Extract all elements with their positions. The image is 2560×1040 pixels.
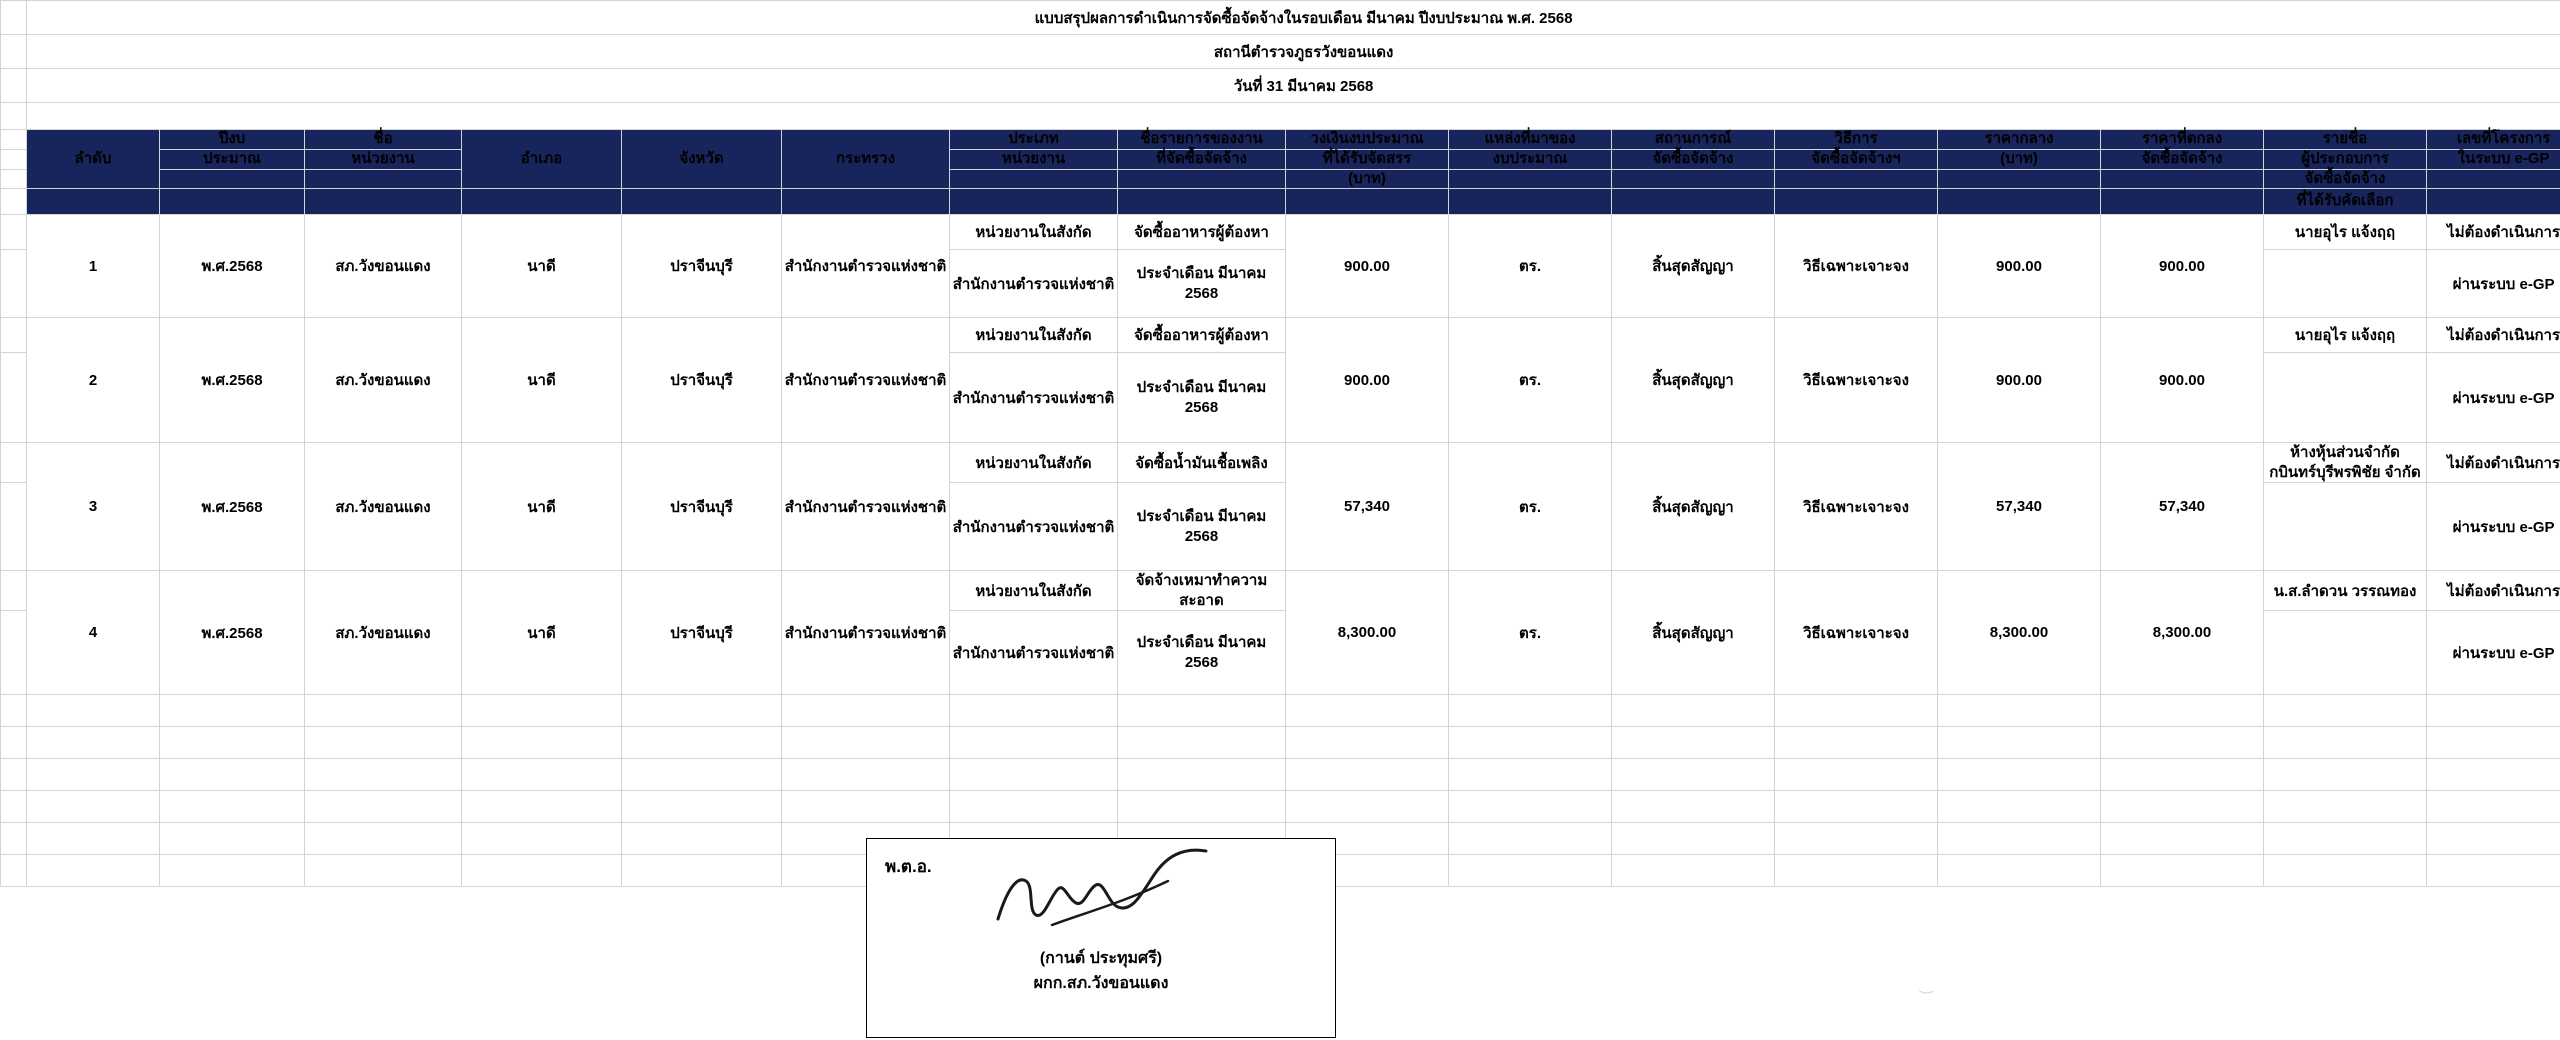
cell-midprice: 900.00 xyxy=(1938,215,2101,318)
cell-vendor-1: นายอุไร แจ้งฤฤ xyxy=(2264,318,2427,353)
col-header-midprice-blank xyxy=(1938,169,2101,189)
empty-cell xyxy=(950,695,1118,727)
col-header-type-sub: หน่วยงาน xyxy=(950,149,1118,169)
margin-cell xyxy=(1,695,27,727)
margin-cell xyxy=(1,727,27,759)
empty-cell xyxy=(305,823,462,855)
empty-cell xyxy=(2101,727,2264,759)
cell-work-2-line2: 2568 xyxy=(1184,284,1219,302)
empty-cell xyxy=(1286,759,1449,791)
cell-midprice: 8,300.00 xyxy=(1938,571,2101,695)
empty-cell xyxy=(1775,823,1938,855)
empty-cell xyxy=(2264,791,2427,823)
col-header-worklist-sub: ที่จัดซื้อจัดจ้าง xyxy=(1118,149,1286,169)
margin-cell xyxy=(1,823,27,855)
cell-vendor-1: นายอุไร แจ้งฤฤ xyxy=(2264,215,2427,250)
cell-ministry: สำนักงานตำรวจแห่งชาติ xyxy=(782,318,950,443)
col-header-name-top: ชื่อ xyxy=(305,130,462,150)
cell-method: วิธีเฉพาะเจาะจง xyxy=(1775,571,1938,695)
cell-province: ปราจีนบุรี xyxy=(622,443,782,571)
empty-cell xyxy=(1775,727,1938,759)
empty-cell xyxy=(782,727,950,759)
cell-project-1: ไม่ต้องดำเนินการ xyxy=(2427,318,2560,353)
empty-cell xyxy=(27,759,160,791)
margin-cell xyxy=(1,791,27,823)
empty-cell xyxy=(1118,759,1286,791)
handwritten-signature-icon xyxy=(992,841,1222,946)
cell-midprice: 900.00 xyxy=(1938,318,2101,443)
col-header-year-top: ปีงบ xyxy=(160,130,305,150)
col-header-vendor-sub3: ที่ได้รับคัดเลือก xyxy=(2264,189,2427,215)
col-header-source-blank xyxy=(1449,169,1612,189)
col-header-budget-sub: ที่ได้รับจัดสรร xyxy=(1286,149,1449,169)
empty-cell xyxy=(27,855,160,887)
cell-project-2: ผ่านระบบ e-GP xyxy=(2427,250,2560,318)
empty-cell xyxy=(1938,727,2101,759)
table-row xyxy=(1,571,2560,611)
empty-cell xyxy=(2101,823,2264,855)
empty-cell xyxy=(160,791,305,823)
empty-cell xyxy=(305,695,462,727)
margin-cell xyxy=(1,855,27,887)
col-header-budget-unit: (บาท) xyxy=(1286,169,1449,189)
margin-cell xyxy=(1,130,27,150)
empty-cell xyxy=(1775,759,1938,791)
cell-name: สภ.วังขอนแดง xyxy=(305,215,462,318)
document-title-line3: วันที่ 31 มีนาคม 2568 xyxy=(27,69,2560,103)
header-row-2 xyxy=(1,149,2560,169)
cell-work-2 xyxy=(1118,611,1286,695)
hdr4-type xyxy=(950,189,1118,215)
hdr4-year xyxy=(160,189,305,215)
title-row-2 xyxy=(1,35,2560,69)
margin-cell xyxy=(1,189,27,215)
col-header-method-blank xyxy=(1775,169,1938,189)
table-row xyxy=(1,215,2560,250)
margin-cell xyxy=(1,103,27,130)
cell-type-2: สำนักงานตำรวจแห่งชาติ xyxy=(950,611,1118,695)
cell-project-1: ไม่ต้องดำเนินการ xyxy=(2427,443,2560,483)
empty-cell xyxy=(1449,695,1612,727)
empty-cell xyxy=(622,855,782,887)
cell-work-1: จัดซื้ออาหารผู้ต้องหา xyxy=(1118,318,1286,353)
cell-work-2-line1: ประจำเดือน มีนาคม xyxy=(1136,634,1267,652)
col-header-status-sub: จัดซื้อจัดจ้าง xyxy=(1612,149,1775,169)
col-header-source-sub: งบประมาณ xyxy=(1449,149,1612,169)
empty-cell xyxy=(622,823,782,855)
hdr4-ministry xyxy=(782,189,950,215)
margin-cell xyxy=(1,250,27,318)
empty-cell xyxy=(1775,695,1938,727)
hdr4-source xyxy=(1449,189,1612,215)
empty-cell xyxy=(462,823,622,855)
col-header-budget-top: วงเงินงบประมาณ xyxy=(1286,130,1449,150)
empty-cell xyxy=(160,823,305,855)
col-header-agreedprice-top: ราคาที่ตกลง xyxy=(2101,130,2264,150)
margin-cell xyxy=(1,1,27,35)
cell-project-2: ผ่านระบบ e-GP xyxy=(2427,611,2560,695)
empty-cell xyxy=(1449,791,1612,823)
cell-work-1: จัดซื้อน้ำมันเชื้อเพลิง xyxy=(1118,443,1286,483)
cell-district: นาดี xyxy=(462,215,622,318)
cell-no: 3 xyxy=(27,443,160,571)
cell-work-2-line2: 2568 xyxy=(1184,398,1219,416)
spacer-row xyxy=(1,103,2560,130)
cell-vendor-line2: กบินทร์บุรีพรพิชัย จำกัด xyxy=(2269,463,2421,481)
cell-method: วิธีเฉพาะเจาะจง xyxy=(1775,215,1938,318)
table-row xyxy=(1,318,2560,353)
margin-cell xyxy=(1,69,27,103)
cell-source: ตร. xyxy=(1449,318,1612,443)
empty-cell xyxy=(2427,759,2560,791)
margin-cell xyxy=(1,571,27,611)
empty-cell xyxy=(462,791,622,823)
col-header-vendor-sub2: จัดซื้อจัดจ้าง xyxy=(2264,169,2427,189)
col-header-vendor-top: รายชื่อ xyxy=(2264,130,2427,150)
cell-source: ตร. xyxy=(1449,215,1612,318)
cell-vendor-1: น.ส.ลำดวน วรรณทอง xyxy=(2264,571,2427,611)
empty-cell xyxy=(1286,695,1449,727)
col-header-name-blank xyxy=(305,169,462,189)
margin-cell xyxy=(1,483,27,571)
col-header-midprice-sub: (บาท) xyxy=(1938,149,2101,169)
empty-cell xyxy=(2101,855,2264,887)
cell-name: สภ.วังขอนแดง xyxy=(305,571,462,695)
cell-budget: 900.00 xyxy=(1286,215,1449,318)
col-header-project-top: เลขที่โครงการ xyxy=(2427,130,2560,150)
cell-year: พ.ศ.2568 xyxy=(160,443,305,571)
cell-agreedprice: 900.00 xyxy=(2101,215,2264,318)
empty-cell xyxy=(1612,695,1775,727)
cell-project-1: ไม่ต้องดำเนินการ xyxy=(2427,571,2560,611)
signature-position: ผกก.สภ.วังขอนแดง xyxy=(1033,975,1169,992)
empty-cell xyxy=(27,695,160,727)
empty-cell xyxy=(1449,855,1612,887)
cell-work-1-line2: สะอาด xyxy=(1179,591,1224,609)
empty-cell xyxy=(462,855,622,887)
empty-cell xyxy=(2264,695,2427,727)
col-header-ministry: กระทรวง xyxy=(782,130,950,189)
empty-cell xyxy=(1775,791,1938,823)
cell-no: 2 xyxy=(27,318,160,443)
empty-cell xyxy=(1118,727,1286,759)
title-row-3 xyxy=(1,69,2560,103)
cell-source: ตร. xyxy=(1449,571,1612,695)
cell-type-1: หน่วยงานในสังกัด xyxy=(950,318,1118,353)
cell-status: สิ้นสุดสัญญา xyxy=(1612,443,1775,571)
empty-cell xyxy=(1612,791,1775,823)
hdr4-midprice xyxy=(1938,189,2101,215)
margin-cell xyxy=(1,318,27,353)
col-header-no: ลำดับ xyxy=(27,130,160,189)
empty-cell xyxy=(622,695,782,727)
empty-cell xyxy=(1938,823,2101,855)
col-header-vendor-sub: ผู้ประกอบการ xyxy=(2264,149,2427,169)
empty-cell xyxy=(27,823,160,855)
cell-work-1-line1: จัดจ้างเหมาทำความ xyxy=(1135,572,1268,590)
empty-cell xyxy=(160,695,305,727)
empty-cell xyxy=(160,727,305,759)
cell-year: พ.ศ.2568 xyxy=(160,571,305,695)
cell-work-2-line2: 2568 xyxy=(1184,527,1219,545)
empty-cell xyxy=(950,791,1118,823)
cell-ministry: สำนักงานตำรวจแห่งชาติ xyxy=(782,215,950,318)
empty-cell xyxy=(2427,727,2560,759)
margin-cell xyxy=(1,215,27,250)
empty-cell xyxy=(27,791,160,823)
cell-budget: 57,340 xyxy=(1286,443,1449,571)
col-header-agreedprice-sub: จัดซื้อจัดจ้าง xyxy=(2101,149,2264,169)
margin-cell xyxy=(1,611,27,695)
empty-cell xyxy=(305,759,462,791)
table-row xyxy=(1,443,2560,483)
signature-rank: พ.ต.อ. xyxy=(885,857,932,876)
empty-cell xyxy=(2264,727,2427,759)
empty-cell xyxy=(2427,823,2560,855)
empty-cell xyxy=(1118,791,1286,823)
header-row-1 xyxy=(1,130,2560,150)
empty-cell xyxy=(782,695,950,727)
cell-year: พ.ศ.2568 xyxy=(160,215,305,318)
empty-row xyxy=(1,791,2560,823)
cell-no: 4 xyxy=(27,571,160,695)
col-header-district: อำเภอ xyxy=(462,130,622,189)
header-row-3 xyxy=(1,169,2560,189)
cell-district: นาดี xyxy=(462,318,622,443)
cell-method: วิธีเฉพาะเจาะจง xyxy=(1775,443,1938,571)
empty-cell xyxy=(462,727,622,759)
cell-name: สภ.วังขอนแดง xyxy=(305,318,462,443)
col-header-method-top: วิธีการ xyxy=(1775,130,1938,150)
cell-type-2: สำนักงานตำรวจแห่งชาติ xyxy=(950,250,1118,318)
empty-cell xyxy=(1286,791,1449,823)
margin-cell xyxy=(1,759,27,791)
document-title-line2: สถานีตำรวจภูธรวังขอนแดง xyxy=(27,35,2560,69)
col-header-agreedprice-blank xyxy=(2101,169,2264,189)
empty-cell xyxy=(160,855,305,887)
cell-agreedprice: 8,300.00 xyxy=(2101,571,2264,695)
empty-cell xyxy=(622,759,782,791)
empty-cell xyxy=(2427,695,2560,727)
cell-status: สิ้นสุดสัญญา xyxy=(1612,215,1775,318)
empty-cell xyxy=(1286,727,1449,759)
empty-cell xyxy=(622,727,782,759)
col-header-source-top: แหล่งที่มาของ xyxy=(1449,130,1612,150)
empty-cell xyxy=(305,791,462,823)
faint-stray-mark: ‿ xyxy=(1920,977,1933,994)
hdr4-district xyxy=(462,189,622,215)
empty-cell xyxy=(305,855,462,887)
empty-cell xyxy=(2101,759,2264,791)
empty-row xyxy=(1,759,2560,791)
cell-budget: 900.00 xyxy=(1286,318,1449,443)
empty-cell xyxy=(1612,823,1775,855)
empty-cell xyxy=(1118,695,1286,727)
empty-cell xyxy=(1775,855,1938,887)
cell-project-2: ผ่านระบบ e-GP xyxy=(2427,353,2560,443)
cell-work-2 xyxy=(1118,250,1286,318)
cell-status: สิ้นสุดสัญญา xyxy=(1612,571,1775,695)
empty-cell xyxy=(1938,855,2101,887)
cell-type-1: หน่วยงานในสังกัด xyxy=(950,215,1118,250)
col-header-status-top: สถานการณ์ xyxy=(1612,130,1775,150)
cell-district: นาดี xyxy=(462,571,622,695)
cell-district: นาดี xyxy=(462,443,622,571)
col-header-worklist-top: ชื่อรายการของงาน xyxy=(1118,130,1286,150)
col-header-type-blank xyxy=(950,169,1118,189)
empty-cell xyxy=(1938,791,2101,823)
cell-work-2 xyxy=(1118,353,1286,443)
cell-vendor-2 xyxy=(2264,483,2427,571)
cell-source: ตร. xyxy=(1449,443,1612,571)
cell-agreedprice: 57,340 xyxy=(2101,443,2264,571)
cell-budget: 8,300.00 xyxy=(1286,571,1449,695)
empty-cell xyxy=(2264,823,2427,855)
document-title-line1: แบบสรุปผลการดำเนินการจัดซื้อจัดจ้างในรอบเดือน มีนาคม ปีงบประมาณ พ.ศ. 2568 xyxy=(27,1,2560,35)
cell-vendor-2 xyxy=(2264,250,2427,318)
cell-work-1 xyxy=(1118,571,1286,611)
cell-type-2: สำนักงานตำรวจแห่งชาติ xyxy=(950,353,1118,443)
empty-cell xyxy=(1612,855,1775,887)
hdr4-method xyxy=(1775,189,1938,215)
cell-work-2-line2: 2568 xyxy=(1184,653,1219,671)
hdr4-agreedprice xyxy=(2101,189,2264,215)
signature-box xyxy=(866,838,1336,1038)
cell-vendor-1 xyxy=(2264,443,2427,483)
cell-year: พ.ศ.2568 xyxy=(160,318,305,443)
empty-cell xyxy=(2264,855,2427,887)
col-header-year-blank xyxy=(160,169,305,189)
hdr4-budget xyxy=(1286,189,1449,215)
margin-cell xyxy=(1,149,27,169)
cell-project-1: ไม่ต้องดำเนินการ xyxy=(2427,215,2560,250)
hdr4-worklist xyxy=(1118,189,1286,215)
cell-vendor-2 xyxy=(2264,353,2427,443)
cell-vendor-2 xyxy=(2264,611,2427,695)
cell-province: ปราจีนบุรี xyxy=(622,571,782,695)
empty-cell xyxy=(1449,727,1612,759)
cell-method: วิธีเฉพาะเจาะจง xyxy=(1775,318,1938,443)
cell-work-2-line1: ประจำเดือน มีนาคม xyxy=(1136,265,1267,283)
empty-cell xyxy=(782,791,950,823)
cell-name: สภ.วังขอนแดง xyxy=(305,443,462,571)
col-header-project-blank xyxy=(2427,169,2560,189)
title-row-1 xyxy=(1,1,2560,35)
hdr4-name xyxy=(305,189,462,215)
empty-cell xyxy=(1612,759,1775,791)
cell-work-2-line1: ประจำเดือน มีนาคม xyxy=(1136,508,1267,526)
cell-work-2-line1: ประจำเดือน มีนาคม xyxy=(1136,379,1267,397)
cell-type-1: หน่วยงานในสังกัด xyxy=(950,571,1118,611)
hdr4-status xyxy=(1612,189,1775,215)
empty-cell xyxy=(2264,759,2427,791)
empty-cell xyxy=(2427,855,2560,887)
empty-cell xyxy=(2427,791,2560,823)
empty-cell xyxy=(2101,791,2264,823)
hdr4-project xyxy=(2427,189,2560,215)
margin-cell xyxy=(1,169,27,189)
spacer-cell xyxy=(27,103,2560,130)
cell-province: ปราจีนบุรี xyxy=(622,318,782,443)
col-header-midprice-top: ราคากลาง xyxy=(1938,130,2101,150)
cell-work-2 xyxy=(1118,483,1286,571)
cell-province: ปราจีนบุรี xyxy=(622,215,782,318)
empty-cell xyxy=(1938,695,2101,727)
cell-work-1: จัดซื้ออาหารผู้ต้องหา xyxy=(1118,215,1286,250)
col-header-name-sub: หน่วยงาน xyxy=(305,149,462,169)
cell-ministry: สำนักงานตำรวจแห่งชาติ xyxy=(782,571,950,695)
empty-cell xyxy=(782,759,950,791)
margin-cell xyxy=(1,35,27,69)
empty-cell xyxy=(462,759,622,791)
col-header-method-sub: จัดซื้อจัดจ้างฯ xyxy=(1775,149,1938,169)
empty-cell xyxy=(27,727,160,759)
cell-ministry: สำนักงานตำรวจแห่งชาติ xyxy=(782,443,950,571)
cell-type-2: สำนักงานตำรวจแห่งชาติ xyxy=(950,483,1118,571)
margin-cell xyxy=(1,443,27,483)
cell-vendor-line1: ห้างหุ้นส่วนจำกัด xyxy=(2290,444,2400,462)
header-row-4 xyxy=(1,189,2560,215)
empty-cell xyxy=(160,759,305,791)
empty-cell xyxy=(1938,759,2101,791)
margin-cell xyxy=(1,353,27,443)
col-header-year-sub: ประมาณ xyxy=(160,149,305,169)
empty-cell xyxy=(1449,823,1612,855)
empty-cell xyxy=(2101,695,2264,727)
empty-row xyxy=(1,695,2560,727)
empty-cell xyxy=(1449,759,1612,791)
col-header-type-top: ประเภท xyxy=(950,130,1118,150)
empty-cell xyxy=(462,695,622,727)
empty-cell xyxy=(305,727,462,759)
col-header-status-blank xyxy=(1612,169,1775,189)
cell-midprice: 57,340 xyxy=(1938,443,2101,571)
cell-no: 1 xyxy=(27,215,160,318)
cell-type-1: หน่วยงานในสังกัด xyxy=(950,443,1118,483)
cell-status: สิ้นสุดสัญญา xyxy=(1612,318,1775,443)
hdr4-no xyxy=(27,189,160,215)
hdr4-province xyxy=(622,189,782,215)
col-header-worklist-blank xyxy=(1118,169,1286,189)
signature-name: (กานต์ ประทุมศรี) xyxy=(1039,950,1163,967)
empty-cell xyxy=(950,759,1118,791)
empty-cell xyxy=(622,791,782,823)
empty-row xyxy=(1,727,2560,759)
col-header-project-sub: ในระบบ e-GP xyxy=(2427,149,2560,169)
empty-cell xyxy=(1612,727,1775,759)
empty-cell xyxy=(950,727,1118,759)
col-header-province: จังหวัด xyxy=(622,130,782,189)
cell-project-2: ผ่านระบบ e-GP xyxy=(2427,483,2560,571)
cell-agreedprice: 900.00 xyxy=(2101,318,2264,443)
